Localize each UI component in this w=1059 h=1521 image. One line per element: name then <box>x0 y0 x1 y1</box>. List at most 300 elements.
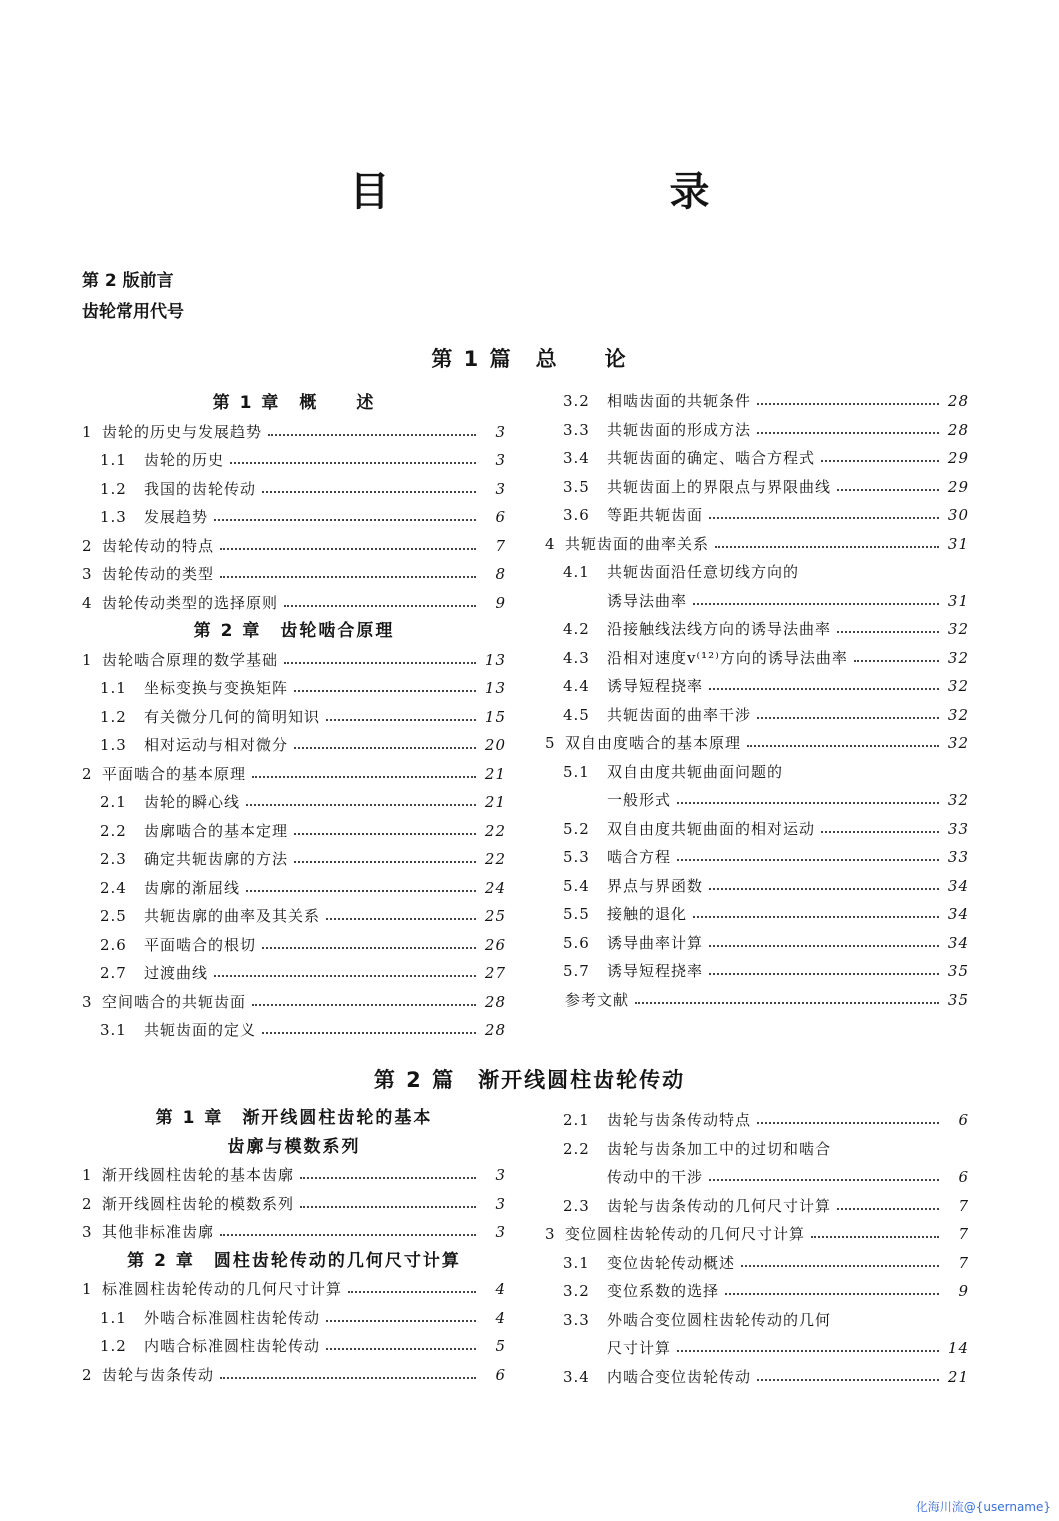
toc-title: 诱导短程挠率 <box>607 962 704 980</box>
toc-subsection[interactable] <box>545 1135 969 1164</box>
toc-number: 1.3 <box>100 736 127 754</box>
dot-leader <box>677 859 939 861</box>
toc-number: 2.3 <box>100 850 127 868</box>
toc-title: 外啮合标准圆柱齿轮传动 <box>144 1308 321 1327</box>
part-1-left-column <box>82 389 506 1045</box>
toc-number: 2.1 <box>563 1111 590 1129</box>
dot-leader <box>715 546 939 548</box>
dot-leader <box>294 861 476 863</box>
toc-number: 3 <box>82 1223 93 1241</box>
toc-page-number: 30 <box>947 506 969 524</box>
toc-subsection[interactable] <box>82 1304 506 1333</box>
toc-subsection[interactable] <box>82 674 506 703</box>
toc-page-number: 29 <box>947 477 969 496</box>
toc-page-number: 20 <box>484 736 506 754</box>
toc-section[interactable] <box>82 1218 506 1247</box>
toc-page-number: 33 <box>947 848 969 866</box>
toc-number: 4.5 <box>563 705 590 724</box>
toc-title: 有关微分几何的简明知识 <box>144 707 321 726</box>
toc-subsection[interactable] <box>545 501 969 530</box>
toc-title: 共轭齿廓的曲率及其关系 <box>144 907 321 925</box>
toc-subsection[interactable] <box>82 503 506 532</box>
dot-leader <box>326 719 476 721</box>
toc-title: 平面啮合的根切 <box>144 935 257 954</box>
dot-leader <box>709 945 939 947</box>
toc-page-number: 7 <box>958 1253 969 1272</box>
toc-number: 5.2 <box>563 819 590 838</box>
toc-title: 参考文献 <box>565 990 630 1009</box>
toc-title: 空间啮合的共轭齿面 <box>102 992 247 1011</box>
toc-number: 3.6 <box>563 506 590 524</box>
toc-number: 1 <box>82 1166 93 1184</box>
toc-number: 2 <box>82 1194 93 1213</box>
toc-subsection[interactable] <box>82 731 506 760</box>
toc-number: 2 <box>82 536 93 555</box>
dot-leader <box>220 576 476 578</box>
part-2-title: 第 2 篇 渐开线圆柱齿轮传动 <box>373 1068 686 1092</box>
toc-title: 界点与界函数 <box>607 876 704 895</box>
toc-subsection[interactable] <box>545 416 969 445</box>
toc-title: 尺寸计算 <box>607 1339 672 1357</box>
toc-number: 5.3 <box>563 848 590 866</box>
dot-leader <box>284 662 476 664</box>
dot-leader <box>220 1234 476 1236</box>
dot-leader <box>252 776 476 778</box>
toc-page-number: 31 <box>947 591 969 610</box>
toc-number: 2.3 <box>563 1196 590 1215</box>
toc-title: 外啮合变位圆柱齿轮传动的几何 <box>607 1310 832 1329</box>
toc-subsection[interactable] <box>545 473 969 502</box>
toc-subsection[interactable] <box>545 1277 969 1306</box>
dot-leader <box>709 973 939 975</box>
dot-leader <box>837 1208 939 1210</box>
toc-title: 共轭齿面的曲率干涉 <box>607 705 752 724</box>
dot-leader <box>284 605 476 607</box>
toc-title: 共轭齿面的曲率关系 <box>565 534 710 553</box>
toc-title: 齿轮的瞬心线 <box>144 793 241 811</box>
toc-title: 齿廓的渐屈线 <box>144 878 241 897</box>
toc-title: 平面啮合的基本原理 <box>102 764 247 783</box>
toc-number: 2.5 <box>100 907 127 925</box>
dot-leader <box>246 804 476 806</box>
toc-number: 5.6 <box>563 933 590 952</box>
toc-number: 2.2 <box>563 1139 590 1158</box>
toc-subsection[interactable] <box>545 1306 969 1335</box>
toc-subsection[interactable] <box>545 1163 969 1192</box>
toc-title: 齿轮与齿条加工中的过切和啮合 <box>607 1139 832 1158</box>
toc-title: 过渡曲线 <box>144 964 209 982</box>
toc-title: 共轭齿面的形成方法 <box>607 420 752 439</box>
dot-leader <box>300 1177 476 1179</box>
toc-number: 3.4 <box>563 1367 590 1386</box>
dot-leader <box>246 890 476 892</box>
toc-number: 4.3 <box>563 648 590 667</box>
toc-title: 接触的退化 <box>607 905 688 923</box>
dot-leader <box>262 947 476 949</box>
toc-subsection[interactable] <box>82 874 506 903</box>
toc-page-number: 28 <box>947 392 969 410</box>
toc-subsection[interactable] <box>82 1016 506 1045</box>
toc-title: 相对运动与相对微分 <box>144 736 289 754</box>
toc-page-number: 3 <box>495 1223 506 1241</box>
toc-page-number: 34 <box>947 905 969 923</box>
toc-page-number: 9 <box>495 593 506 612</box>
toc-number: 1.1 <box>100 451 127 469</box>
toc-page-number: 7 <box>495 536 506 555</box>
toc-title: 其他非标准齿廓 <box>102 1223 215 1241</box>
toc-subsection[interactable] <box>545 587 969 616</box>
toc-title: 内啮合变位齿轮传动 <box>607 1367 752 1386</box>
toc-section[interactable] <box>545 729 969 758</box>
toc-title: 双自由度共轭曲面的相对运动 <box>607 819 816 838</box>
dot-leader <box>741 1265 939 1267</box>
toc-subsection[interactable] <box>82 788 506 817</box>
toc-subsection[interactable] <box>545 1363 969 1392</box>
toc-title: 双自由度啮合的基本原理 <box>565 734 742 752</box>
toc-section[interactable] <box>545 1220 969 1249</box>
toc-title: 发展趋势 <box>144 508 209 526</box>
toc-page-number: 25 <box>484 907 506 925</box>
toc-page-number: 21 <box>484 764 506 783</box>
toc-number: 1.1 <box>100 1308 127 1327</box>
toc-title: 沿相对速度v⁽¹²⁾方向的诱导法曲率 <box>607 648 848 667</box>
dot-leader <box>252 1004 476 1006</box>
toc-subsection[interactable] <box>545 900 969 929</box>
toc-page-number: 4 <box>495 1280 506 1298</box>
toc-title: 变位系数的选择 <box>607 1282 720 1300</box>
toc-title: 共轭齿面上的界限点与界限曲线 <box>607 477 832 496</box>
toc-page-number: 9 <box>958 1282 969 1300</box>
toc-subsection[interactable] <box>82 845 506 874</box>
toc-subsection[interactable] <box>545 1249 969 1278</box>
toc-number: 2.7 <box>100 964 127 982</box>
toc-number: 3.1 <box>100 1021 127 1039</box>
toc-title: 内啮合标准圆柱齿轮传动 <box>144 1337 321 1355</box>
toc-subsection[interactable] <box>545 786 969 815</box>
toc-page-number: 32 <box>947 648 969 667</box>
dot-leader <box>837 489 939 491</box>
toc-page-number: 28 <box>484 1021 506 1039</box>
toc-page-number: 26 <box>484 935 506 954</box>
toc-section[interactable] <box>82 560 506 589</box>
chapter-heading: 第 2 章 圆柱齿轮传动的几何尺寸计算 <box>127 1250 461 1271</box>
toc-title: 齿轮传动类型的选择原则 <box>102 593 279 612</box>
toc-subsection[interactable] <box>545 701 969 730</box>
toc-section[interactable] <box>82 988 506 1017</box>
toc-title: 齿轮传动的特点 <box>102 536 215 555</box>
dot-leader <box>348 1291 476 1293</box>
toc-title: 齿轮与齿条传动特点 <box>607 1111 752 1129</box>
toc-page-number: 13 <box>484 650 506 669</box>
toc-title: 渐开线圆柱齿轮的基本齿廓 <box>102 1166 295 1184</box>
dot-leader <box>757 432 939 434</box>
dot-leader <box>693 916 939 918</box>
dot-leader <box>294 833 476 835</box>
toc-page-number: 28 <box>947 420 969 439</box>
dot-leader <box>709 517 939 519</box>
toc-page-number: 35 <box>947 962 969 980</box>
toc-number: 3.5 <box>563 477 590 496</box>
toc-subsection[interactable] <box>545 929 969 958</box>
toc-page-number: 21 <box>484 793 506 811</box>
dot-leader <box>709 1179 939 1181</box>
toc-number: 3 <box>82 565 93 583</box>
toc-page-number: 35 <box>947 990 969 1009</box>
toc-title: 变位齿轮传动概述 <box>607 1253 736 1272</box>
toc-number: 5 <box>545 734 556 752</box>
toc-number: 5.7 <box>563 962 590 980</box>
dot-leader <box>821 460 939 462</box>
toc-number: 3 <box>82 992 93 1011</box>
dot-leader <box>821 831 939 833</box>
toc-page-number: 4 <box>495 1308 506 1327</box>
toc-title: 齿轮的历史 <box>144 451 225 469</box>
dot-leader <box>214 975 476 977</box>
watermark: 化海川流@{username} <box>915 1500 1051 1514</box>
toc-page-number: 15 <box>484 707 506 726</box>
toc-page-number: 32 <box>947 677 969 695</box>
chapter-heading: 第 2 章 齿轮啮合原理 <box>193 621 395 641</box>
toc-number: 1 <box>82 1280 93 1298</box>
toc-page-number: 29 <box>947 449 969 467</box>
toc-subsection[interactable] <box>545 1192 969 1221</box>
toc-page-number: 32 <box>947 620 969 638</box>
toc-number: 4.4 <box>563 677 590 695</box>
toc-page-number: 13 <box>484 679 506 697</box>
toc-title: 坐标变换与变换矩阵 <box>144 679 289 697</box>
toc-title: 我国的齿轮传动 <box>144 479 257 498</box>
part-1-title: 第 1 篇 总 论 <box>431 347 628 371</box>
dot-leader <box>294 690 476 692</box>
toc-section[interactable] <box>545 530 969 559</box>
toc-subsection[interactable] <box>545 644 969 673</box>
dot-leader <box>326 1348 476 1350</box>
part-1-right-column <box>545 387 969 1014</box>
toc-page-number: 34 <box>947 933 969 952</box>
dot-leader <box>214 519 476 521</box>
toc-subsection[interactable] <box>545 815 969 844</box>
toc-number: 4 <box>82 593 93 612</box>
dot-leader <box>326 918 476 920</box>
toc-title: 诱导短程挠率 <box>607 677 704 695</box>
dot-leader <box>677 1350 939 1352</box>
toc-number: 4.2 <box>563 620 590 638</box>
dot-leader <box>262 491 476 493</box>
toc-number: 4 <box>545 534 556 553</box>
toc-title: 等距共轭齿面 <box>607 506 704 524</box>
toc-number: 3.2 <box>563 392 590 410</box>
toc-page-number: 3 <box>495 479 506 498</box>
toc-title: 传动中的干涉 <box>607 1168 704 1186</box>
toc-page-number: 3 <box>495 451 506 469</box>
toc-subsection[interactable] <box>82 1332 506 1361</box>
toc-title: 共轭齿面的定义 <box>144 1021 257 1039</box>
toc-page-number: 7 <box>958 1225 969 1243</box>
toc-title: 诱导法曲率 <box>607 591 688 610</box>
toc-section[interactable] <box>545 986 969 1015</box>
toc-page-number: 33 <box>947 819 969 838</box>
toc-page-number: 22 <box>484 850 506 868</box>
toc-subsection[interactable] <box>82 817 506 846</box>
toc-number: 2.6 <box>100 935 127 954</box>
toc-number: 1.1 <box>100 679 127 697</box>
toc-title: 齿廓啮合的基本定理 <box>144 821 289 840</box>
toc-section[interactable] <box>82 418 506 447</box>
toc-title: 变位圆柱齿轮传动的几何尺寸计算 <box>565 1225 806 1243</box>
toc-title: 齿轮的历史与发展趋势 <box>102 422 263 441</box>
toc-section[interactable] <box>82 589 506 618</box>
toc-page-number: 24 <box>484 878 506 897</box>
dot-leader <box>757 1122 939 1124</box>
toc-subsection[interactable] <box>82 931 506 960</box>
toc-number: 1.2 <box>100 479 127 498</box>
toc-page-number: 5 <box>495 1337 506 1355</box>
dot-leader <box>837 631 939 633</box>
dot-leader <box>677 802 939 804</box>
toc-subsection[interactable] <box>545 758 969 787</box>
toc-page-number: 8 <box>495 565 506 583</box>
toc-subsection[interactable] <box>82 475 506 504</box>
toc-number: 1.2 <box>100 1337 127 1355</box>
toc-subsection[interactable] <box>545 672 969 701</box>
toc-page-number: 31 <box>947 534 969 553</box>
chapter-heading: 第 1 章 概 述 <box>212 393 376 413</box>
toc-title: 双自由度共轭曲面问题的 <box>607 762 784 781</box>
toc-title: 相啮齿面的共轭条件 <box>607 392 752 410</box>
toc-title: 啮合方程 <box>607 848 672 866</box>
toc-page-number: 3 <box>495 422 506 441</box>
dot-leader <box>757 717 939 719</box>
toc-subsection[interactable] <box>82 959 506 988</box>
toc-number: 1 <box>82 422 93 441</box>
toc-subsection[interactable] <box>545 843 969 872</box>
toc-page-number: 6 <box>495 1365 506 1384</box>
toc-number: 5.1 <box>563 762 590 781</box>
toc-section[interactable] <box>82 1275 506 1304</box>
toc-page-number: 27 <box>484 964 506 982</box>
dot-leader <box>709 688 939 690</box>
toc-page-number: 6 <box>958 1168 969 1186</box>
dot-leader <box>294 747 476 749</box>
part-2-left-column <box>82 1104 506 1389</box>
toc-number: 3.3 <box>563 1310 590 1329</box>
toc-number: 5.5 <box>563 905 590 923</box>
toc-section[interactable] <box>82 760 506 789</box>
toc-title: 确定共轭齿廓的方法 <box>144 850 289 868</box>
toc-number: 4.1 <box>563 563 590 581</box>
toc-page-number: 22 <box>484 821 506 840</box>
toc-number: 2.4 <box>100 878 127 897</box>
dot-leader <box>757 1379 939 1381</box>
toc-number: 5.4 <box>563 876 590 895</box>
toc-number: 3 <box>545 1225 556 1243</box>
dot-leader <box>220 1377 476 1379</box>
dot-leader <box>747 745 939 747</box>
dot-leader <box>262 1032 476 1034</box>
dot-leader <box>300 1206 476 1208</box>
dot-leader <box>268 434 476 436</box>
toc-section[interactable] <box>82 532 506 561</box>
dot-leader <box>709 888 939 890</box>
dot-leader <box>725 1293 939 1295</box>
toc-title: 齿轮传动的类型 <box>102 565 215 583</box>
chapter-heading: 第 1 章 渐开线圆柱齿轮的基本 <box>155 1108 433 1128</box>
toc-number: 2.1 <box>100 793 127 811</box>
toc-number: 1.2 <box>100 707 127 726</box>
toc-section[interactable] <box>82 1190 506 1219</box>
toc-subsection[interactable] <box>545 387 969 416</box>
toc-page-number: 14 <box>947 1339 969 1357</box>
toc-section[interactable] <box>82 646 506 675</box>
front-matter-symbols[interactable]: 齿轮常用代号 <box>82 302 184 322</box>
toc-title: 齿轮啮合原理的数学基础 <box>102 650 279 669</box>
toc-subsection[interactable] <box>545 615 969 644</box>
front-matter-preface[interactable]: 第 2 版前言 <box>82 271 174 291</box>
toc-subsection[interactable] <box>545 957 969 986</box>
toc-title: 渐开线圆柱齿轮的模数系列 <box>102 1194 295 1213</box>
toc-title: 齿轮与齿条传动的几何尺寸计算 <box>607 1196 832 1215</box>
toc-page-number: 34 <box>947 876 969 895</box>
dot-leader <box>811 1236 939 1238</box>
toc-subsection[interactable] <box>545 1106 969 1135</box>
toc-subsection[interactable] <box>82 902 506 931</box>
toc-page-number: 32 <box>947 791 969 809</box>
toc-number: 3.2 <box>563 1282 590 1300</box>
toc-page-number: 21 <box>947 1367 969 1386</box>
toc-title: 齿轮与齿条传动 <box>102 1365 215 1384</box>
toc-number: 2 <box>82 1365 93 1384</box>
toc-title: 共轭齿面的确定、啮合方程式 <box>607 449 816 467</box>
toc-page-number: 7 <box>958 1196 969 1215</box>
toc-page-number: 32 <box>947 734 969 752</box>
toc-number: 3.1 <box>563 1253 590 1272</box>
toc-section[interactable] <box>82 1161 506 1190</box>
dot-leader <box>230 462 476 464</box>
toc-page-number: 6 <box>958 1111 969 1129</box>
dot-leader <box>326 1320 476 1322</box>
toc-title: 标准圆柱齿轮传动的几何尺寸计算 <box>102 1280 343 1298</box>
dot-leader <box>854 660 939 662</box>
toc-subsection[interactable] <box>545 1334 969 1363</box>
toc-page-number: 3 <box>495 1166 506 1184</box>
page-title: 目 录 <box>349 169 830 215</box>
dot-leader <box>635 1002 939 1004</box>
dot-leader <box>220 548 476 550</box>
toc-number: 2.2 <box>100 821 127 840</box>
toc-page-number: 28 <box>484 992 506 1011</box>
toc-number: 3.3 <box>563 420 590 439</box>
part-2-right-column <box>545 1106 969 1391</box>
dot-leader <box>693 603 939 605</box>
dot-leader <box>757 403 939 405</box>
toc-number: 2 <box>82 764 93 783</box>
toc-subsection[interactable] <box>545 872 969 901</box>
toc-section[interactable] <box>82 1361 506 1390</box>
toc-page-number: 32 <box>947 705 969 724</box>
toc-number: 1 <box>82 650 93 669</box>
toc-number: 3.4 <box>563 449 590 467</box>
toc-subsection[interactable] <box>545 444 969 473</box>
chapter-heading: 齿廓与模数系列 <box>227 1136 361 1157</box>
toc-page-number: 6 <box>495 508 506 526</box>
toc-subsection[interactable] <box>545 558 969 587</box>
toc-subsection[interactable] <box>82 446 506 475</box>
toc-subsection[interactable] <box>82 703 506 732</box>
toc-title: 一般形式 <box>607 791 672 809</box>
toc-page-number: 3 <box>495 1194 506 1213</box>
toc-number: 1.3 <box>100 508 127 526</box>
toc-title: 共轭齿面沿任意切线方向的 <box>607 563 800 581</box>
